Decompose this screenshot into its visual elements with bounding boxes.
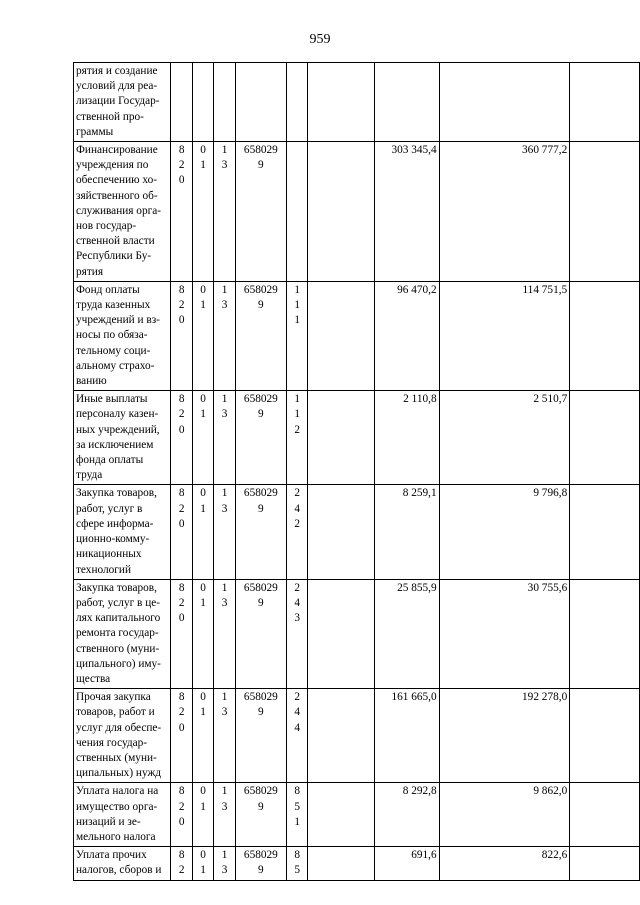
row-pr-cell [214, 63, 235, 142]
row-glav-cell: 8 2 [171, 847, 192, 881]
row-cs-cell: 658029 9 [235, 142, 286, 282]
row-pr-cell: 1 3 [214, 847, 235, 881]
row-pr-cell: 1 3 [214, 783, 235, 847]
row-amount-cell: 303 345,4 [375, 142, 439, 282]
table-row [74, 689, 640, 783]
row-name-cell: Фонд оплаты труда казенных учреждений и вз- носы по обяза- тельному соци- альному страхо- ванию [74, 281, 171, 390]
row-rz-cell: 0 1 [192, 579, 213, 688]
row-last-cell [570, 847, 640, 881]
row-rz-cell: 0 1 [192, 847, 213, 881]
row-amount-cell [375, 63, 439, 142]
row-name-cell: рятия и создание условий для реа- лизации Государ- ственной про- граммы [74, 63, 171, 142]
row-glav-cell: 8 2 0 [171, 391, 192, 485]
row-amount-cell: 96 470,2 [375, 281, 439, 390]
row-name-cell: Финансирование учреждения по обеспечению хо- зяйственного об- служивания орга- нов государ- ственной власти Республики Бу- рятия [74, 142, 171, 282]
row-last-cell [570, 579, 640, 688]
row-name-cell: Иные выплаты персоналу казен- ных учреждений, за исключением фонда оплаты труда [74, 391, 171, 485]
row-name-cell: Уплата прочих налогов, сборов и [74, 847, 171, 881]
row-empty-cell [308, 142, 375, 282]
row-amount2-cell: 360 777,2 [439, 142, 570, 282]
budget-table-body [74, 63, 640, 881]
row-empty-cell [308, 391, 375, 485]
table-row [74, 847, 640, 881]
row-rz-cell: 0 1 [192, 142, 213, 282]
row-last-cell [570, 783, 640, 847]
row-cs-cell: 658029 9 [235, 485, 286, 579]
row-glav-cell: 8 2 0 [171, 689, 192, 783]
row-empty-cell [308, 847, 375, 881]
row-amount-cell: 8 292,8 [375, 783, 439, 847]
row-pr-cell: 1 3 [214, 485, 235, 579]
row-cs-cell: 658029 9 [235, 783, 286, 847]
row-pr-cell: 1 3 [214, 391, 235, 485]
row-rz-cell [192, 63, 213, 142]
row-vr-cell: 1 1 2 [286, 391, 307, 485]
row-glav-cell: 8 2 0 [171, 783, 192, 847]
row-empty-cell [308, 689, 375, 783]
table-row [74, 783, 640, 847]
row-empty-cell [308, 485, 375, 579]
row-last-cell [570, 142, 640, 282]
row-cs-cell: 658029 9 [235, 847, 286, 881]
table-row [74, 281, 640, 390]
row-vr-cell [286, 63, 307, 142]
table-row [74, 579, 640, 688]
row-rz-cell: 0 1 [192, 485, 213, 579]
row-vr-cell: 2 4 2 [286, 485, 307, 579]
row-cs-cell: 658029 9 [235, 579, 286, 688]
row-empty-cell [308, 63, 375, 142]
row-amount-cell: 25 855,9 [375, 579, 439, 688]
row-amount2-cell: 9 796,8 [439, 485, 570, 579]
row-amount-cell: 8 259,1 [375, 485, 439, 579]
row-amount2-cell: 822,6 [439, 847, 570, 881]
row-amount2-cell: 114 751,5 [439, 281, 570, 390]
row-cs-cell: 658029 9 [235, 689, 286, 783]
table-row [74, 142, 640, 282]
row-glav-cell [171, 63, 192, 142]
row-empty-cell [308, 579, 375, 688]
table-row [74, 63, 640, 142]
row-glav-cell: 8 2 0 [171, 142, 192, 282]
row-pr-cell: 1 3 [214, 142, 235, 282]
row-cs-cell: 658029 9 [235, 391, 286, 485]
page-number: 959 [309, 32, 331, 47]
row-vr-cell: 8 5 [286, 847, 307, 881]
row-cs-cell: 658029 9 [235, 281, 286, 390]
row-amount-cell: 161 665,0 [375, 689, 439, 783]
row-last-cell [570, 485, 640, 579]
row-glav-cell: 8 2 0 [171, 281, 192, 390]
row-amount-cell: 691,6 [375, 847, 439, 881]
row-amount2-cell: 30 755,6 [439, 579, 570, 688]
row-vr-cell: 2 4 4 [286, 689, 307, 783]
row-vr-cell: 8 5 1 [286, 783, 307, 847]
row-last-cell [570, 281, 640, 390]
row-name-cell: Закупка товаров, работ, услуг в це- лях капитального ремонта государ- ственного (муни- ципального) иму- щества [74, 579, 171, 688]
row-name-cell: Уплата налога на имущество орга- низаций и зе- мельного налога [74, 783, 171, 847]
budget-table [73, 62, 640, 881]
row-vr-cell: 2 4 3 [286, 579, 307, 688]
row-amount-cell: 2 110,8 [375, 391, 439, 485]
row-glav-cell: 8 2 0 [171, 579, 192, 688]
table-row [74, 485, 640, 579]
row-pr-cell: 1 3 [214, 689, 235, 783]
row-amount2-cell [439, 63, 570, 142]
row-vr-cell [286, 142, 307, 282]
row-rz-cell: 0 1 [192, 281, 213, 390]
table-row [74, 391, 640, 485]
row-glav-cell: 8 2 0 [171, 485, 192, 579]
row-pr-cell: 1 3 [214, 281, 235, 390]
row-rz-cell: 0 1 [192, 391, 213, 485]
row-name-cell: Прочая закупка товаров, работ и услуг для обеспе- чения государ- ственных (муни- ципальных) нужд [74, 689, 171, 783]
row-rz-cell: 0 1 [192, 689, 213, 783]
row-rz-cell: 0 1 [192, 783, 213, 847]
row-last-cell [570, 391, 640, 485]
row-empty-cell [308, 783, 375, 847]
row-empty-cell [308, 281, 375, 390]
row-name-cell: Закупка товаров, работ, услуг в сфере информа- ционно-комму- никационных технологий [74, 485, 171, 579]
row-amount2-cell: 192 278,0 [439, 689, 570, 783]
row-vr-cell: 1 1 1 [286, 281, 307, 390]
row-last-cell [570, 63, 640, 142]
row-pr-cell: 1 3 [214, 579, 235, 688]
row-last-cell [570, 689, 640, 783]
row-cs-cell [235, 63, 286, 142]
row-amount2-cell: 2 510,7 [439, 391, 570, 485]
row-amount2-cell: 9 862,0 [439, 783, 570, 847]
